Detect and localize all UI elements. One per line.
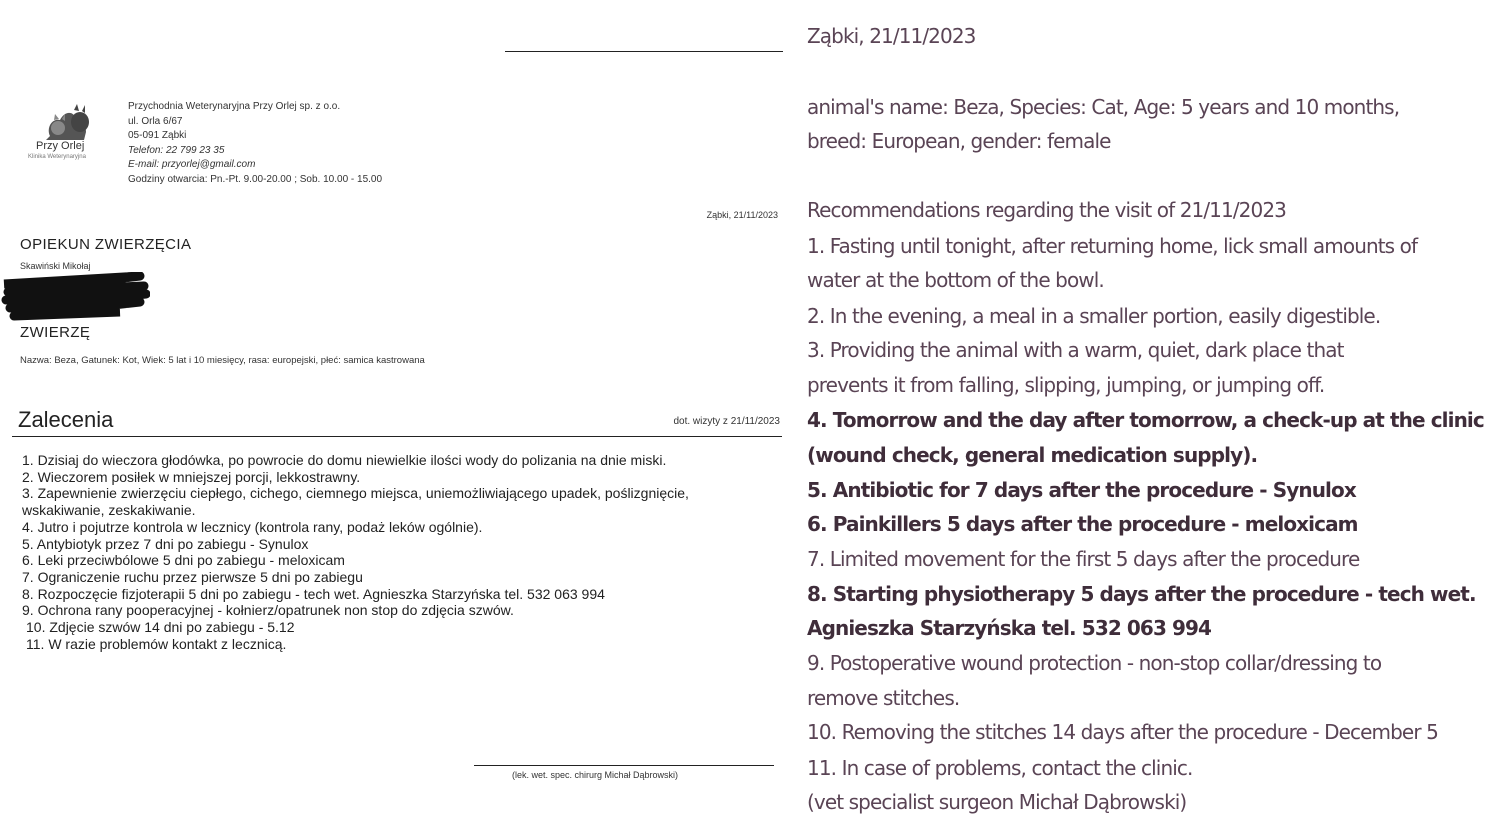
list-item: 11. W razie problemów kontakt z lecznicą.: [26, 635, 287, 652]
translation-line: 8. Starting physiotherapy 5 days after the procedure - tech wet.: [807, 582, 1476, 606]
clinic-line: Godziny otwarcia: Pn.-Pt. 9.00-20.00 ; Sob. 10.00 - 15.00: [128, 173, 383, 185]
translation-line: water at the bottom of the bowl.: [807, 268, 1104, 292]
translation-signature: (vet specialist surgeon Michał Dąbrowski): [807, 790, 1187, 814]
translation-line: 4. Tomorrow and the day after tomorrow, a check-up at the clinic: [807, 408, 1484, 432]
animal-line: animal's name: Beza, Species: Cat, Age: 5 years and 10 months,: [807, 95, 1400, 119]
owner-heading: OPIEKUN ZWIERZĘCIA: [20, 236, 192, 253]
clinic-line: E-mail: przyorlej@gmail.com: [128, 159, 256, 170]
translation-line: prevents it from falling, slipping, jumping, or jumping off.: [807, 373, 1325, 397]
clinic-line: Telefon: 22 799 23 35: [128, 144, 225, 156]
translation-line: 2. In the evening, a meal in a smaller portion, easily digestible.: [807, 304, 1381, 328]
translation-line: 1. Fasting until tonight, after returning home, lick small amounts of: [807, 234, 1418, 258]
clinic-address-block: [128, 100, 458, 187]
translation-line: 3. Providing the animal with a warm, quiet, dark place that: [807, 338, 1344, 362]
translation-line: 6. Painkillers 5 days after the procedure - meloxicam: [807, 512, 1358, 536]
owner-name: Skawiński Mikołaj: [20, 261, 91, 271]
heading-rule: [12, 436, 782, 437]
animal-description: Nazwa: Beza, Gatunek: Kot, Wiek: 5 lat i 10 miesięcy, rasa: europejski, płeć: samica kastrowana: [20, 355, 425, 366]
translation-date: Ząbki, 21/11/2023: [807, 24, 976, 48]
translation-line: remove stitches.: [807, 686, 960, 710]
animal-line: breed: European, gender: female: [807, 129, 1111, 153]
list-item: 8. Rozpoczęcie fizjoterapii 5 dni po zabiegu - tech wet. Agnieszka Starzyńska tel. 532 063 994: [22, 585, 605, 602]
signature: (lek. wet. spec. chirurg Michał Dąbrowski): [512, 770, 679, 780]
translation-line: 10. Removing the stitches 14 days after the procedure - December 5: [807, 720, 1438, 744]
logo-text: Przy Orlej: [36, 140, 85, 152]
list-item: 3. Zapewnienie zwierzęciu ciepłego, cichego, ciemnego miejsca, uniemożliwiającego upadek, poślizgnięcie, wskakiwanie, zeskakiwanie.: [22, 485, 689, 519]
list-item: 6. Leki przeciwbólowe 5 dni po zabiegu - meloxicam: [22, 552, 345, 569]
list-item: 4. Jutro i pojutrze kontrola w lecznicy (kontrola rany, podaż leków ogólnie).: [22, 518, 483, 535]
translation-line: 9. Postoperative wound protection - non-stop collar/dressing to: [807, 651, 1382, 675]
logo-subtext: Klinika Weterynaryjna: [28, 154, 86, 160]
animal-heading: ZWIERZĘ: [20, 324, 91, 341]
list-item: 1. Dzisiaj do wieczora głodówka, po powrocie do domu niewielkie ilości wody do polizania na dnie miski.: [22, 452, 667, 468]
recommendations-heading: Zalecenia: [18, 407, 114, 432]
recommendations-title: Recommendations regarding the visit of 21/11/2023: [807, 198, 1286, 222]
translation-line: 11. In case of problems, contact the clinic.: [807, 756, 1193, 780]
translation-line: Agnieszka Starzyńska tel. 532 063 994: [807, 616, 1212, 640]
clinic-line: 05-091 Ząbki: [128, 130, 187, 141]
clinic-line: ul. Orla 6/67: [128, 115, 183, 127]
signature-rule: [474, 765, 774, 766]
translation-line: 7. Limited movement for the first 5 days after the procedure: [807, 547, 1360, 571]
document-date: Ząbki, 21/11/2023: [706, 210, 778, 220]
polish-recommendations-list: [22, 452, 762, 652]
translation-line: (wound check, general medication supply).: [807, 443, 1258, 467]
list-item: 7. Ograniczenie ruchu przez pierwsze 5 dni po zabiegu: [22, 568, 363, 585]
list-item: 2. Wieczorem posiłek w mniejszej porcji, lekkostrawny.: [22, 468, 361, 485]
clinic-line: Przychodnia Weterynaryjna Przy Orlej sp. z o.o.: [128, 101, 341, 112]
clinic-logo: [24, 100, 116, 164]
translation-line: 5. Antibiotic for 7 days after the procedure - Synulox: [807, 478, 1356, 502]
list-item: 10. Zdjęcie szwów 14 dni po zabiegu - 5.12: [26, 619, 295, 636]
list-item: 9. Ochrona rany pooperacyjnej - kołnierz/opatrunek non stop do zdjęcia szwów.: [22, 602, 514, 619]
redaction-scribble: [0, 272, 150, 322]
list-item: 5. Antybiotyk przez 7 dni po zabiegu - Synulox: [22, 535, 309, 552]
visit-reference: dot. wizyty z 21/11/2023: [673, 416, 780, 427]
header-rule: [505, 51, 783, 52]
